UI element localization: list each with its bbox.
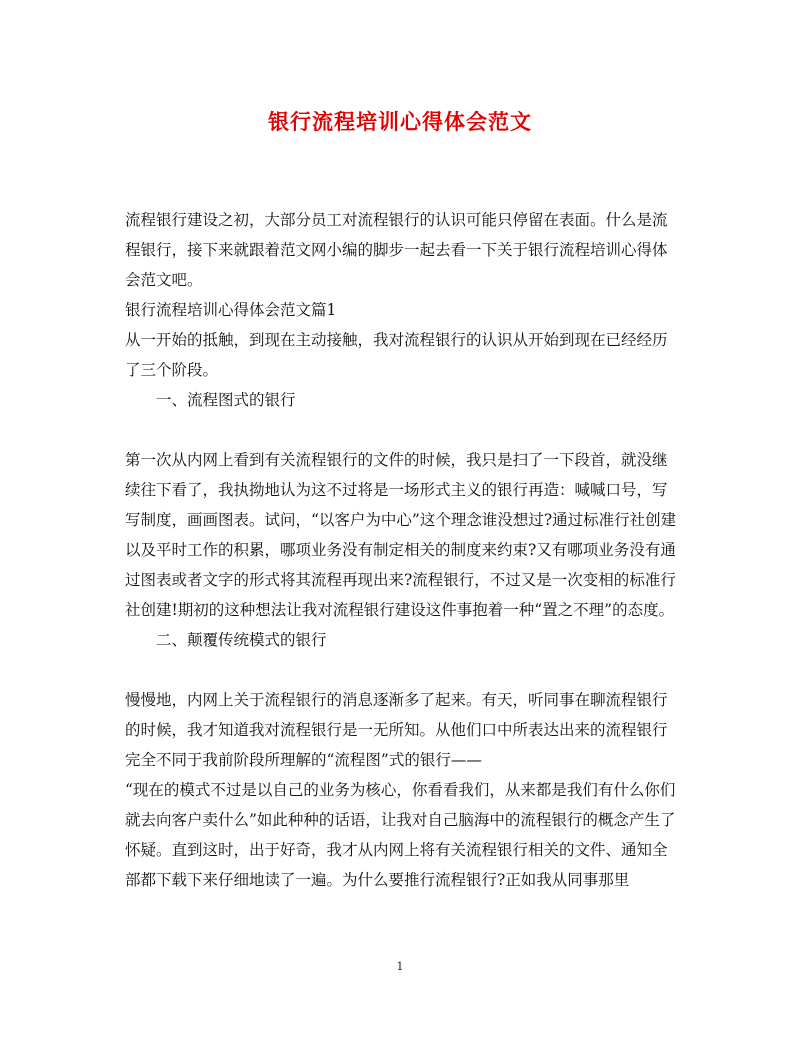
subheading-1: 一、流程图式的银行 [156,391,296,409]
paragraph: “现在的模式不过是以自己的业务为核心，你看看我们，从来都是我们有什么你们就去向客户卖什么”如此种种的话语，让我对自己脑海中的流程银行的概念产生了怀疑。直到这时，出于好奇，我才从内网上将有关流程银行相关的文件、通知全部都下载下来仔细地读了一遍。为什么要推行流程银行?正如我从同事那里 [125,781,676,889]
intro-paragraph: 流程银行建设之初，大部分员工对流程银行的认识可能只停留在表面。什么是流程银行，接下来就跟着范文网小编的脚步一起去看一下关于银行流程培训心得体会范文吧。 [125,211,668,289]
document-body [125,205,677,895]
section-heading: 银行流程培训心得体会范文篇1 [125,301,337,319]
document-title: 银行流程培训心得体会范文 [268,109,532,134]
paragraph: 慢慢地，内网上关于流程银行的消息逐渐多了起来。有天，听同事在聊流程银行的时候，我才知道我对流程银行是一无所知。从他们口中所表达出来的流程银行完全不同于我前阶段所理解的“流程图”式的银行—— [125,691,668,769]
paragraph: 第一次从内网上看到有关流程银行的文件的时候，我只是扫了一下段首，就没继续往下看了，我执拗地认为这不过将是一场形式主义的银行再造：喊喊口号，写写制度，画画图表。试问，“以客户为中心”这个理念谁没想过?通过标准行社创建以及平时工作的积累，哪项业务没有制定相关的制度来约束?又有哪项业务没有通过图表或者文字的形式将其流程再现出来?流程银行，不过又是一次变相的标准行社创建!期初的这种想法让我对流程银行建设这件事抱着一种“置之不理”的态度。 [125,451,677,619]
paragraph: 从一开始的抵触，到现在主动接触，我对流程银行的认识从开始到现在已经经历了三个阶段。 [125,331,668,379]
subheading-2: 二、颠覆传统模式的银行 [156,631,327,649]
page-number: 1 [396,960,404,973]
